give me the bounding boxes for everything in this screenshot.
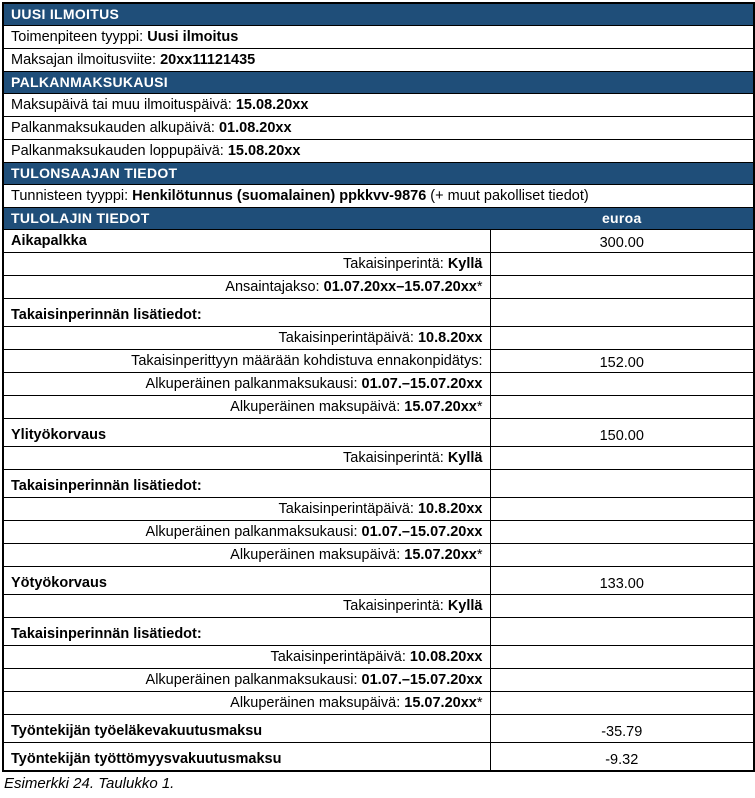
- row-euro-value-cell: [490, 646, 754, 669]
- income-register-report-table: [2, 2, 755, 772]
- row-label-cell: [3, 743, 490, 772]
- label-text: Takaisinperintäpäivä:: [278, 501, 418, 517]
- label-value: Kyllä: [447, 598, 483, 614]
- row-label-cell: [3, 646, 490, 669]
- label-value: Ylityökorvaus: [11, 427, 107, 443]
- label-value: 01.07.–15.07.20xx: [361, 376, 483, 392]
- row-label-cell: [3, 715, 490, 743]
- row-euro-value-cell: [490, 498, 754, 521]
- table-row: [3, 521, 754, 544]
- table-row: [3, 692, 754, 715]
- label-value: 10.08.20xx: [409, 649, 483, 665]
- row-euro-value-cell: [490, 373, 754, 396]
- label-value: Työntekijän työeläkevakuutusmaksu: [11, 723, 263, 739]
- label-value: 10.8.20xx: [417, 330, 483, 346]
- row-euro-value-cell: [490, 327, 754, 350]
- row-euro-value-cell: [490, 618, 754, 646]
- table-row: [3, 498, 754, 521]
- label-text: Alkuperäinen palkanmaksukausi:: [145, 524, 362, 540]
- label-text: Takaisinperintäpäivä:: [278, 330, 418, 346]
- label-value: Henkilötunnus (suomalainen) ppkkvv-9876: [132, 188, 427, 204]
- label-text: Palkanmaksukauden loppupäivä:: [11, 143, 228, 159]
- label-value: Yötyökorvaus: [11, 575, 107, 591]
- label-text: Alkuperäinen maksupäivä:: [230, 695, 405, 711]
- row-euro-value-cell: [490, 276, 754, 299]
- label-text: Takaisinperintäpäivä:: [270, 649, 410, 665]
- row-label-cell: [3, 498, 490, 521]
- table-row: [3, 743, 754, 772]
- label-value: Työntekijän työttömyysvakuutusmaksu: [11, 751, 282, 767]
- column-header-label: TULOLAJIN TIEDOT: [3, 208, 490, 230]
- row-euro-value-cell: [490, 595, 754, 618]
- row-label-cell: [3, 470, 490, 498]
- label-value: 20xx11121435: [160, 52, 256, 68]
- row-label-cell: [3, 692, 490, 715]
- section-header-row: [3, 72, 754, 94]
- table-row: [3, 567, 754, 595]
- row-euro-value-cell: 133.00: [490, 567, 754, 595]
- label-suffix: *: [476, 399, 483, 415]
- row-label-cell: [3, 185, 754, 208]
- table-row: [3, 140, 754, 163]
- row-label-cell: [3, 447, 490, 470]
- table-row: [3, 253, 754, 276]
- table-row: [3, 230, 754, 253]
- row-label-cell: [3, 350, 490, 373]
- row-label-cell: [3, 253, 490, 276]
- row-label-cell: [3, 117, 754, 140]
- row-label-cell: [3, 230, 490, 253]
- label-value: 15.07.20xx: [404, 547, 477, 563]
- row-label-cell: [3, 373, 490, 396]
- row-euro-value-cell: 150.00: [490, 419, 754, 447]
- label-text: Takaisinperintä:: [343, 256, 448, 272]
- table-row: [3, 470, 754, 498]
- label-suffix: *: [476, 547, 483, 563]
- label-suffix: *: [476, 279, 483, 295]
- table-row: [3, 94, 754, 117]
- row-euro-value-cell: [490, 692, 754, 715]
- column-header-euro: euroa: [490, 208, 754, 230]
- table-row: [3, 715, 754, 743]
- row-euro-value-cell: -35.79: [490, 715, 754, 743]
- row-euro-value-cell: [490, 470, 754, 498]
- label-value: Kyllä: [447, 256, 483, 272]
- label-value: Takaisinperinnän lisätiedot:: [11, 626, 202, 642]
- row-euro-value-cell: [490, 521, 754, 544]
- table-row: [3, 419, 754, 447]
- table-caption: Esimerkki 24. Taulukko 1.: [4, 775, 175, 792]
- table-row: [3, 276, 754, 299]
- label-value: 15.08.20xx: [227, 143, 301, 159]
- row-label-cell: [3, 618, 490, 646]
- label-text: Ansaintajakso:: [225, 279, 324, 295]
- table-row: [3, 544, 754, 567]
- table-row: [3, 49, 754, 72]
- row-euro-value-cell: [490, 396, 754, 419]
- row-euro-value-cell: [490, 447, 754, 470]
- label-text: Toimenpiteen tyyppi:: [11, 29, 148, 45]
- label-value: 01.07.–15.07.20xx: [361, 672, 483, 688]
- label-value: 15.07.20xx: [404, 695, 477, 711]
- row-euro-value-cell: 300.00: [490, 230, 754, 253]
- row-label-cell: [3, 521, 490, 544]
- table-row: [3, 595, 754, 618]
- row-label-cell: [3, 94, 754, 117]
- section-header-cell: PALKANMAKSUKAUSI: [3, 72, 754, 94]
- row-label-cell: [3, 276, 490, 299]
- row-label-cell: [3, 544, 490, 567]
- label-text: Alkuperäinen palkanmaksukausi:: [145, 376, 362, 392]
- table-row: [3, 646, 754, 669]
- row-label-cell: [3, 49, 754, 72]
- report-table-body: [3, 3, 754, 771]
- label-text: Takaisinperintä:: [343, 450, 448, 466]
- table-row: [3, 669, 754, 692]
- row-label-cell: [3, 419, 490, 447]
- label-value: Uusi ilmoitus: [147, 29, 239, 45]
- row-label-cell: [3, 595, 490, 618]
- row-euro-value-cell: 152.00: [490, 350, 754, 373]
- label-text: Palkanmaksukauden alkupäivä:: [11, 120, 219, 136]
- label-value: Aikapalkka: [11, 233, 87, 249]
- label-text: Takaisinperintä:: [343, 598, 448, 614]
- label-value: 01.07.20xx–15.07.20xx: [323, 279, 477, 295]
- row-label-cell: [3, 140, 754, 163]
- label-suffix: (+ muut pakolliset tiedot): [426, 188, 589, 204]
- section-header-row: [3, 3, 754, 26]
- label-text: Takaisinperittyyn määrään kohdistuva ennakonpidätys:: [131, 353, 483, 369]
- table-row: [3, 350, 754, 373]
- label-value: 10.8.20xx: [417, 501, 483, 517]
- row-euro-value-cell: [490, 253, 754, 276]
- table-row: [3, 396, 754, 419]
- label-value: Takaisinperinnän lisätiedot:: [11, 307, 202, 323]
- section-header-cell: UUSI ILMOITUS: [3, 3, 754, 26]
- label-value: 01.08.20xx: [218, 120, 292, 136]
- table-row: [3, 447, 754, 470]
- label-value: 15.08.20xx: [235, 97, 309, 113]
- label-value: 01.07.–15.07.20xx: [361, 524, 483, 540]
- section-header-cell: TULONSAAJAN TIEDOT: [3, 163, 754, 185]
- row-label-cell: [3, 396, 490, 419]
- row-label-cell: [3, 26, 754, 49]
- row-euro-value-cell: [490, 544, 754, 567]
- row-euro-value-cell: [490, 669, 754, 692]
- table-row: [3, 373, 754, 396]
- table-row: [3, 26, 754, 49]
- label-text: Maksajan ilmoitusviite:: [11, 52, 161, 68]
- row-label-cell: [3, 327, 490, 350]
- label-text: Alkuperäinen maksupäivä:: [230, 547, 405, 563]
- label-value: Kyllä: [447, 450, 483, 466]
- section-header-row: [3, 163, 754, 185]
- column-header-row: [3, 208, 754, 230]
- label-suffix: *: [476, 695, 483, 711]
- table-row: [3, 618, 754, 646]
- row-label-cell: [3, 669, 490, 692]
- row-label-cell: [3, 567, 490, 595]
- row-label-cell: [3, 299, 490, 327]
- table-row: [3, 299, 754, 327]
- label-value: Takaisinperinnän lisätiedot:: [11, 478, 202, 494]
- table-row: [3, 117, 754, 140]
- row-euro-value-cell: -9.32: [490, 743, 754, 772]
- label-text: Alkuperäinen maksupäivä:: [230, 399, 405, 415]
- label-text: Maksupäivä tai muu ilmoituspäivä:: [11, 97, 236, 113]
- label-text: Alkuperäinen palkanmaksukausi:: [145, 672, 362, 688]
- table-row: [3, 185, 754, 208]
- label-value: 15.07.20xx: [404, 399, 477, 415]
- label-text: Tunnisteen tyyppi:: [11, 188, 133, 204]
- row-euro-value-cell: [490, 299, 754, 327]
- table-row: [3, 327, 754, 350]
